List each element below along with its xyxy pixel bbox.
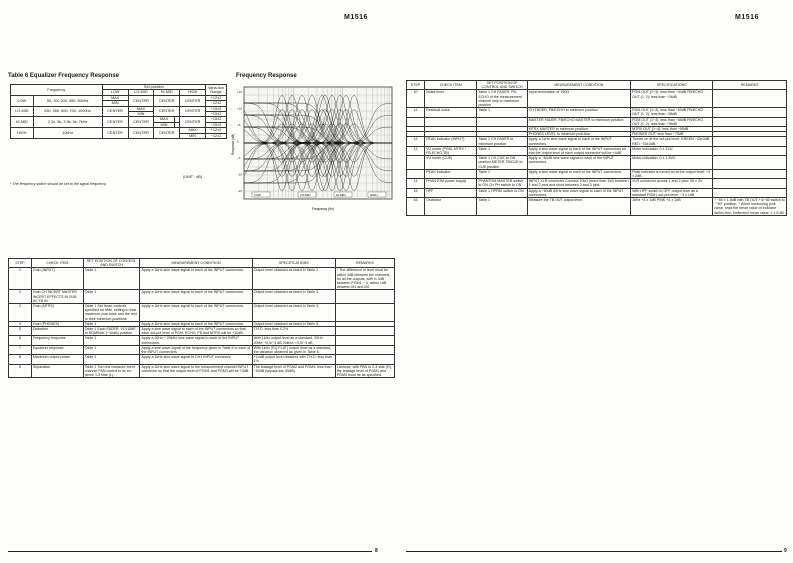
check-item-cell <box>425 117 477 126</box>
step-cell: 8 <box>9 355 32 364</box>
remarks-cell <box>335 327 394 336</box>
measurement-cell: MASTER FADER, FB/ECHO MASTER to minimum position <box>527 117 631 126</box>
spec-cell: T.H.D. less than 0.2% <box>252 327 335 336</box>
col-header: STEP <box>9 259 32 268</box>
y-tick-label: +5 <box>237 123 241 127</box>
eq-center: CENTER <box>180 106 206 117</box>
band-label: LO-MID <box>300 193 311 197</box>
set-position-cell: Table 1 <box>477 146 527 155</box>
set-position-cell: Table 1 <box>83 345 140 354</box>
remarks-cell <box>713 156 787 170</box>
eq-range-max: +15±2 <box>206 106 227 111</box>
left-model-header: M1516 <box>344 14 368 21</box>
measurement-cell: Apply a −60dB sine wave signal to each of the INPUT connectors. <box>527 156 631 170</box>
y-tick-label: +10 <box>237 106 243 111</box>
set-position-cell: Table 1 CH FADER, FB, ECHO of the measurement channel only to maximum position <box>477 90 527 108</box>
eq-row <box>11 128 227 133</box>
eq-col-frequency: Frequency <box>11 85 103 96</box>
check-item-cell: Maximum output power <box>31 355 83 364</box>
set-position-cell: PHANTOM MASTER switch to ON CH PH switch to ON <box>477 179 527 188</box>
set-position-cell: Table 1 <box>83 268 140 290</box>
check-item-cell: VU meter (CUE) <box>425 156 477 170</box>
table-row <box>9 304 395 322</box>
eq-range-min: −12±2 <box>206 101 227 106</box>
spec-cell: With HPF switch to OFF output level as a standard PGM1 out-put level: −3 ± 1dB <box>631 188 713 197</box>
col-header: MEASUREMENT CONDITION <box>527 81 631 90</box>
step-cell: 6 <box>9 336 32 345</box>
eq-unit: (UNIT : dB) <box>183 175 203 179</box>
eq-range-max: +12±2 <box>206 128 227 133</box>
table-row <box>407 179 787 188</box>
check-item-cell: PEAK indicator <box>425 169 477 178</box>
step-cell: 15 <box>407 188 425 197</box>
check-item-cell: Oscillator <box>425 198 477 216</box>
measurement-cell: Apply a sine wave signal to each of the INPUT connectors so that each out-put level of PGM, ECHO, FB and MTRX will be +10dB. <box>140 327 252 336</box>
step-cell: 12 <box>407 137 425 146</box>
step-cell: 4 <box>9 321 32 326</box>
step-cell: 9 <box>9 364 32 378</box>
measurement-cell: Apply a 1kHz sine wave signal to each of the INPUT connectors. <box>140 268 252 290</box>
eq-max: MAX <box>154 117 174 122</box>
eq-col-himid: HI-MID <box>154 90 180 95</box>
remarks-cell <box>335 304 394 322</box>
eq-max: MAX <box>180 128 206 133</box>
set-position-cell: Table 1 <box>83 336 140 345</box>
table-row <box>407 108 787 117</box>
spec-cell: Peak indicator is turned on at the output level: +4 ± 2dB <box>631 169 713 178</box>
measurement-cell: CH FADER, FB/ECHO to minimum position <box>527 108 631 117</box>
table-row <box>9 345 395 354</box>
eq-range-max: +15±2 <box>206 117 227 122</box>
eq-center: CENTER <box>128 128 154 139</box>
spec-cell: PGM OUT (1~4): less than −44dB FB/ECHO OUT (1, 2): less than −34dB <box>631 90 713 108</box>
measurement-cell: Apply a 1kHz sine wave signal to each of the INPUT connectors. <box>140 321 252 326</box>
eq-band: LO-MID <box>11 106 34 117</box>
set-position-cell: Table 1 <box>477 198 527 216</box>
set-position-cell: Table 1 <box>477 108 527 117</box>
measurement-cell: Apply a 1kHz sine wave signal to each of the INPUT connectors. <box>140 290 252 304</box>
eq-range-min: −15±2 <box>206 122 227 127</box>
table-row <box>9 268 395 290</box>
check-item-cell: Residual noise <box>425 108 477 117</box>
col-header: REMARKS <box>335 259 394 268</box>
set-position-cell: Table 1 <box>477 169 527 178</box>
right-page-number: 9 <box>784 548 787 554</box>
spec-cell: XLR connector across 1 and 2 pins: 35 ± 3V <box>631 179 713 188</box>
eq-range-min: −15±2 <box>206 112 227 117</box>
measurement-cell: Apply a −60dB 80Hz sine wave signal to each of the INPUT connectors. <box>527 188 631 197</box>
set-position-cell: Table 1 HPF80 switch to ON <box>477 188 527 197</box>
eq-min: MIN <box>128 112 154 117</box>
col-header: STEP <box>407 81 425 90</box>
eq-row <box>11 117 227 122</box>
right-model-header: M1516 <box>735 14 759 21</box>
step-cell: 3 <box>9 304 32 322</box>
table-row <box>9 336 395 345</box>
eq-col-set-position: Set position <box>102 85 205 90</box>
remarks-cell <box>335 290 394 304</box>
check-item-cell: PHANTOM power supply <box>425 179 477 188</box>
right-bottom-rule <box>406 551 782 552</box>
eq-freq: 10kHz <box>33 128 102 139</box>
measurement-cell: INPUT XLR connector Connect 10kΩ (more than 1W) between 1 and 2 pins and short between 2 and 3 pins. <box>527 179 631 188</box>
measurement-cell: Apply a 1kHz sine wave signal to each of the INPUT connectors. <box>527 137 631 146</box>
eq-frequency-table <box>10 84 227 139</box>
step-cell <box>407 169 425 178</box>
spec-cell: Output level obtained as listed in Table 3. <box>252 290 335 304</box>
eq-center: CENTER <box>102 106 128 117</box>
eq-center: CENTER <box>154 106 180 117</box>
table-row <box>9 364 395 378</box>
table-row <box>407 146 787 155</box>
eq-col-lomid: LO-MID <box>128 90 154 95</box>
eq-center: CENTER <box>128 117 154 128</box>
step-cell: 10 <box>407 90 425 108</box>
eq-row <box>11 106 227 111</box>
col-header: SPECIFICATIONS <box>252 259 335 268</box>
set-position-cell: Table 1 CH FADER to minimum position <box>477 137 527 146</box>
y-tick-label: +15 <box>237 90 243 94</box>
check-item-cell: Distortion <box>31 327 83 336</box>
col-header: SPECIFICATIONS <box>631 81 713 90</box>
table-row <box>9 290 395 304</box>
eq-band: HI-MID <box>11 117 34 128</box>
measurement-cell: Apply a 20Hz ~ 20kHz sine wave signal to each of the INPUT connectors. <box>140 336 252 345</box>
check-item-cell: Gain (MTRX) <box>31 304 83 322</box>
eq-col-variation: Varia-tion Range <box>206 85 227 96</box>
check-item-cell: Gain (INPUT) <box>31 268 83 290</box>
set-position-cell: Table 1 <box>83 290 140 304</box>
eq-freq: 50, 100 200, 350, 500Hz <box>33 95 102 106</box>
band-label: LOW <box>254 193 261 197</box>
eq-range-max: +12±2 <box>206 95 227 100</box>
spec-cell: Output level obtained as listed in Table 5. <box>252 321 335 326</box>
eq-max: MAX <box>128 106 154 111</box>
spec-cell: +24dB output level obtained with T.H.D. less than 1% <box>252 355 335 364</box>
measurement-cell: Apply a 1kHz sine wave signal to each of the INPUT connectors. <box>140 304 252 322</box>
freq-graph-title: Frequency Response <box>236 73 297 79</box>
measurement-cell: Apply a sine wave signal to each of the INPUT connectors. <box>527 169 631 178</box>
remarks-cell <box>713 188 787 197</box>
left-spec-table <box>8 258 395 378</box>
spec-cell: Meter indication: 0 ± 1.5VU <box>631 156 713 170</box>
col-header: MEASUREMENT CONDITION <box>140 259 252 268</box>
eq-center: CENTER <box>102 128 128 139</box>
band-label: HI-MID <box>336 193 346 197</box>
table-row <box>407 117 787 126</box>
right-spec-table <box>406 80 787 216</box>
frequency-response-graph <box>230 83 396 213</box>
eq-max: MAX <box>102 95 128 100</box>
graph-ylabel: Response (dB) <box>231 133 235 155</box>
step-cell: 16 <box>407 198 425 216</box>
table-row <box>407 137 787 146</box>
remarks-cell <box>713 146 787 155</box>
spec-cell: Turned on at the out-put level: GREEN −43±3dB RED −33±3dB <box>631 137 713 146</box>
table-row <box>9 355 395 364</box>
set-position-cell: Table 1 CH CUE to ON position METER TB/CUE to CUE position <box>477 156 527 170</box>
step-cell: 14 <box>407 179 425 188</box>
check-item-cell: PEAK indicator (INPUT) <box>425 137 477 146</box>
col-header: SET POSITION OF CONTROL AND SWITCH <box>477 81 527 90</box>
step-cell: 1 <box>9 268 32 290</box>
table-row <box>407 169 787 178</box>
remarks-cell <box>713 117 787 126</box>
measurement-cell: Apply a 1kHz sine wave signal to CH1 INPUT connector. <box>140 355 252 364</box>
eq-center: CENTER <box>180 95 206 106</box>
set-position-cell: Table 1 Set those controls specified for Max. setting to their maximum posi-tions and the rest to their minimum positions. <box>83 304 140 322</box>
table-row <box>407 198 787 216</box>
remarks-cell: * The difference in level must be within 3dB between the channels for all the outputs, with in 3dB between PGM1 ~ 4, within 1dB between M1 and M2. <box>335 268 394 290</box>
spec-cell: PHONES OUT: less than −75dB <box>631 132 713 137</box>
table-row <box>407 188 787 197</box>
eq-col-low: LOW <box>102 90 128 95</box>
eq-note: * The frequency switch should be set to the signal frequency. <box>10 182 107 186</box>
remarks-cell <box>335 355 394 364</box>
step-cell <box>407 156 425 170</box>
left-page-number: 8 <box>375 548 378 554</box>
table-row <box>9 327 395 336</box>
measurement-cell: Measure the TB OUT output level. <box>527 198 631 216</box>
step-cell: 7 <box>9 345 32 354</box>
remarks-cell <box>713 179 787 188</box>
y-tick-label: −10 <box>237 172 243 177</box>
spec-cell: MTRX OUT (1~4): less than −95dB <box>631 127 713 132</box>
eq-center: CENTER <box>102 117 128 128</box>
remarks-cell <box>713 169 787 178</box>
eq-min: MIN <box>154 122 174 127</box>
set-position-cell: Table 1 <box>83 321 140 326</box>
eq-range-min: −12±2 <box>206 133 227 138</box>
remarks-cell: * −50 ± 1.5dB with TB OUT +4/−50 switch to "−50" position. * When measuring pink noise, read the mean value of indicator deflec-tion. Deflection mean value: ± 1.5 dB <box>714 198 785 215</box>
measurement-cell: Input termination of 150Ω <box>527 90 631 108</box>
remarks-cell <box>335 336 394 345</box>
remarks-cell <box>713 108 787 117</box>
table-row <box>407 90 787 108</box>
measurement-cell: MTRX MASTER to minimum position. <box>527 127 631 132</box>
check-item-cell: Equalizer response <box>31 345 83 354</box>
eq-col-high: HIGH <box>180 90 206 95</box>
measurement-cell: Apply a 1kHz sine wave signal to the measurement channel INPUT connector so that the output level of PGM1 and PGM3 will be +3dB. <box>140 364 252 378</box>
set-position-cell: Table 1 Each FADER, VOLUME to NOMINAL (−10dB) position <box>83 327 140 336</box>
check-item-cell: HPF <box>425 188 477 197</box>
eq-band: HIGH <box>11 128 34 139</box>
eq-freq: 2.2k, 3k, 3.9k, 5k, 7kHz <box>33 117 102 128</box>
table-row <box>407 156 787 170</box>
remarks-cell <box>713 137 787 146</box>
check-item-cell: Gain (PHONES) <box>31 321 83 326</box>
measurement-cell: Apply a sine wave signal to each of the INPUT connectors so that the output level of each output connector will be +4dB. <box>527 146 631 155</box>
spec-cell: PGM OUT (1~4): less than −85dB FB/ECHO OUT (1, 2): less than −95dB <box>631 117 713 126</box>
measurement-cell: Apply a sine wave signal of the frequency given in Table 6 to each of the INPUT connectors. <box>141 345 251 355</box>
col-header: CHECK ITEM <box>425 81 477 90</box>
spec-cell: Meter indication: 0 ± 1VU <box>631 146 713 155</box>
remarks-cell <box>713 90 787 108</box>
y-tick-label: 0 <box>237 139 239 144</box>
remarks-cell: Likewise, with PAN to 2-4 side (R), the leakage level of PGM1 and PGM3 must be as specified. <box>335 364 394 378</box>
spec-cell: Output level obtained as listed in Table 4. <box>252 304 335 322</box>
check-item-cell: Separation <box>31 364 83 378</box>
set-position-cell: Table 1 Turn the measure-ment channel PAN control to its ex-treme 1-3 side (L). <box>83 364 140 378</box>
set-position-cell: Table 1 <box>83 355 140 364</box>
check-item-cell: Noise level <box>425 90 477 108</box>
remarks-cell <box>335 345 394 354</box>
spec-cell: With 1kHz output level as a standard, 20Hz: 20Hz~+0.5/−3 dB 20kHz: +0.5/−3 dB <box>252 336 335 345</box>
band-label: HIGH <box>370 193 378 197</box>
spec-cell: With 1kHz (EQ FLAT) output level as a standard, the variation obtained as given in Table 6. <box>252 345 335 354</box>
eq-freq: 250, 350, 500, 700, 1000Hz <box>33 106 102 117</box>
step-cell: 13 <box>407 146 425 155</box>
step-cell: 11 <box>407 108 425 117</box>
col-header: SET POSITION OF CONTROL AND SWITCH <box>83 259 140 268</box>
eq-row <box>11 95 227 100</box>
spec-cell: The leakage level of PGM2 and PGM4: less than −52dB (separa-tion 55dB) <box>252 364 335 378</box>
eq-band: LOW <box>11 95 34 106</box>
step-cell <box>407 117 425 126</box>
measurement-cell: PHONES LEVEL to minimum posi-tion <box>527 132 631 137</box>
step-cell: 5 <box>9 327 32 336</box>
col-header: REMARKS <box>713 81 787 90</box>
set-position-cell <box>477 117 527 126</box>
check-item-cell: Gain CH INCERT MASTER INCERT EFFECTS IN SUB IN, TB IN <box>31 290 83 304</box>
eq-table-title: Table 6 Equalizer Frequency Response <box>8 73 119 79</box>
step-cell: 2 <box>9 290 32 304</box>
graph-xlabel: Frequency (Hz) <box>312 207 334 211</box>
spec-cell: 1kHz +4 ± 1dB PINK +4 ± 1dB <box>631 198 713 216</box>
eq-min: MIN <box>102 101 128 106</box>
check-item-cell: Frequency response <box>31 336 83 345</box>
check-item-cell: VU meter (PGM, MTRX \ FB,ECHO,TB) <box>425 146 477 155</box>
eq-center: CENTER <box>154 128 180 139</box>
eq-center: CENTER <box>180 117 206 128</box>
y-tick-label: −5 <box>237 156 241 160</box>
col-header: CHECK ITEM <box>31 259 83 268</box>
eq-center: CENTER <box>128 95 154 106</box>
eq-min: MIN <box>180 133 206 138</box>
y-tick-label: −15 <box>237 189 243 193</box>
spec-cell: Output level obtained as listed in Table 2. <box>252 268 335 290</box>
left-bottom-rule <box>8 551 372 552</box>
eq-center: CENTER <box>154 95 180 106</box>
spec-cell: PGM OUT (1~4): less than −63dB FB/ECHO OUT (1, 2): less than −58dB <box>631 108 713 117</box>
